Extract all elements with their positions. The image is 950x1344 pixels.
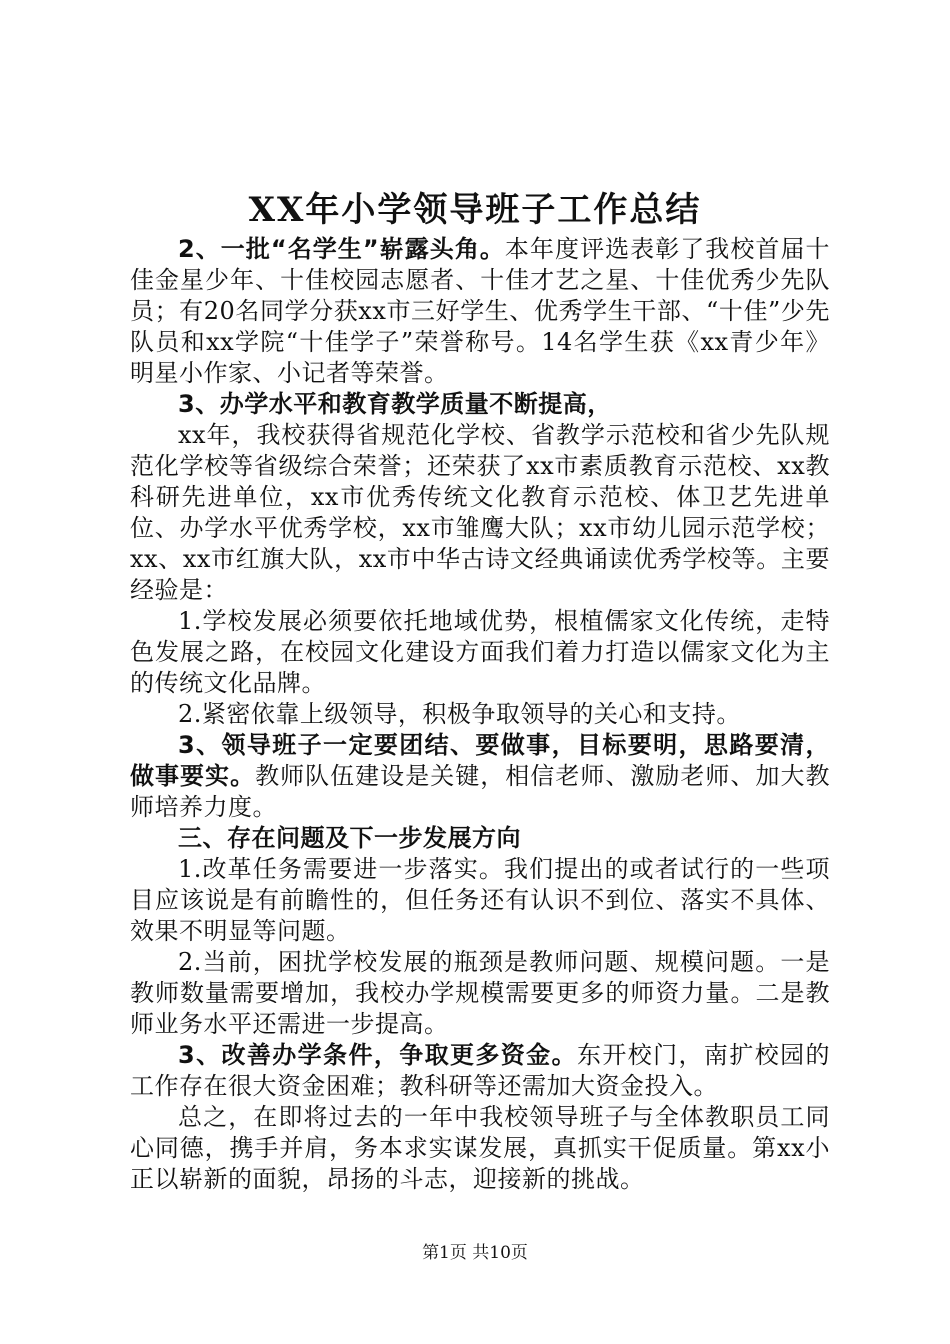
document-body: [130, 234, 830, 1195]
paragraph-text: 2.当前，困扰学校发展的瓶颈是教师问题、规模问题。一是教师数量需要增加，我校办学规模需要更多的师资力量。二是教师业务水平还需进一步提高。: [130, 948, 830, 1038]
paragraph-leadership: [130, 730, 830, 823]
paragraph-text: 1.学校发展必须要依托地域优势，根植儒家文化传统，走特色发展之路，在校园文化建设方面我们着力打造以儒家文化为主的传统文化品牌。: [130, 607, 830, 697]
paragraph-text: 本年度评选表彰了我校首届十佳金星少年、十佳校园志愿者、十佳才艺之星、十佳优秀少先队员；有20名同学分获xx市三好学生、优秀学生干部、“十佳”少先队员和xx学院“十佳学子”荣誉称号。14名学生获《xx青少年》明星小作家、小记者等荣誉。: [130, 235, 830, 387]
paragraph-text: 2.紧密依靠上级领导，积极争取领导的关心和支持。: [178, 700, 741, 728]
paragraph-quality-heading: [130, 389, 830, 420]
paragraph-text: 总之，在即将过去的一年中我校领导班子与全体教职员工同心同德，携手并肩，务本求实谋发展，真抓实干促质量。第xx小正以崭新的面貌，昂扬的斗志，迎接新的挑战。: [130, 1103, 830, 1193]
paragraph-conclusion: [130, 1102, 830, 1195]
paragraph-honors: [130, 420, 830, 606]
document-title: XX年小学领导班子工作总结: [248, 190, 702, 230]
paragraph-heading: 3、改善办学条件，争取更多资金。: [178, 1041, 577, 1069]
paragraph-problem-2: [130, 947, 830, 1040]
paragraph-experience-1: [130, 606, 830, 699]
section-heading: 三、存在问题及下一步发展方向: [178, 824, 521, 852]
paragraph-experience-2: [130, 699, 830, 730]
paragraph-text: 教师队伍建设是关键，相信老师、激励老师、加大教师培养力度。: [130, 762, 830, 821]
paragraph-conditions: [130, 1040, 830, 1102]
paragraph-text: 1.改革任务需要进一步落实。我们提出的或者试行的一些项目应该说是有前瞻性的，但任务还有认识不到位、落实不具体、效果不明显等问题。: [130, 855, 830, 945]
paragraph-problem-1: [130, 854, 830, 947]
section-heading-problems: [130, 823, 830, 854]
paragraph-heading: 3、领导班子一定要团结、要做事，目标要明，思路要清，做事要实。: [130, 731, 830, 790]
paragraph-students: [130, 234, 830, 389]
page-footer: 第1页 共10页: [422, 1243, 528, 1263]
paragraph-text: 东开校门，南扩校园的工作存在很大资金困难；教科研等还需加大资金投入。: [130, 1041, 830, 1100]
paragraph-heading: 2、一批“名学生”崭露头角。: [178, 235, 505, 263]
paragraph-heading: 3、办学水平和教育教学质量不断提高，: [178, 390, 612, 418]
paragraph-text: xx年，我校获得省规范化学校、省教学示范校和省少先队规范化学校等省级综合荣誉；还荣获了xx市素质教育示范校、xx教科研先进单位，xx市优秀传统文化教育示范校、体卫艺先进单位、办学水平优秀学校，xx市雏鹰大队；xx市幼儿园示范学校；xx、xx市红旗大队，xx市中华古诗文经典诵读优秀学校等。主要经验是：: [130, 421, 830, 604]
